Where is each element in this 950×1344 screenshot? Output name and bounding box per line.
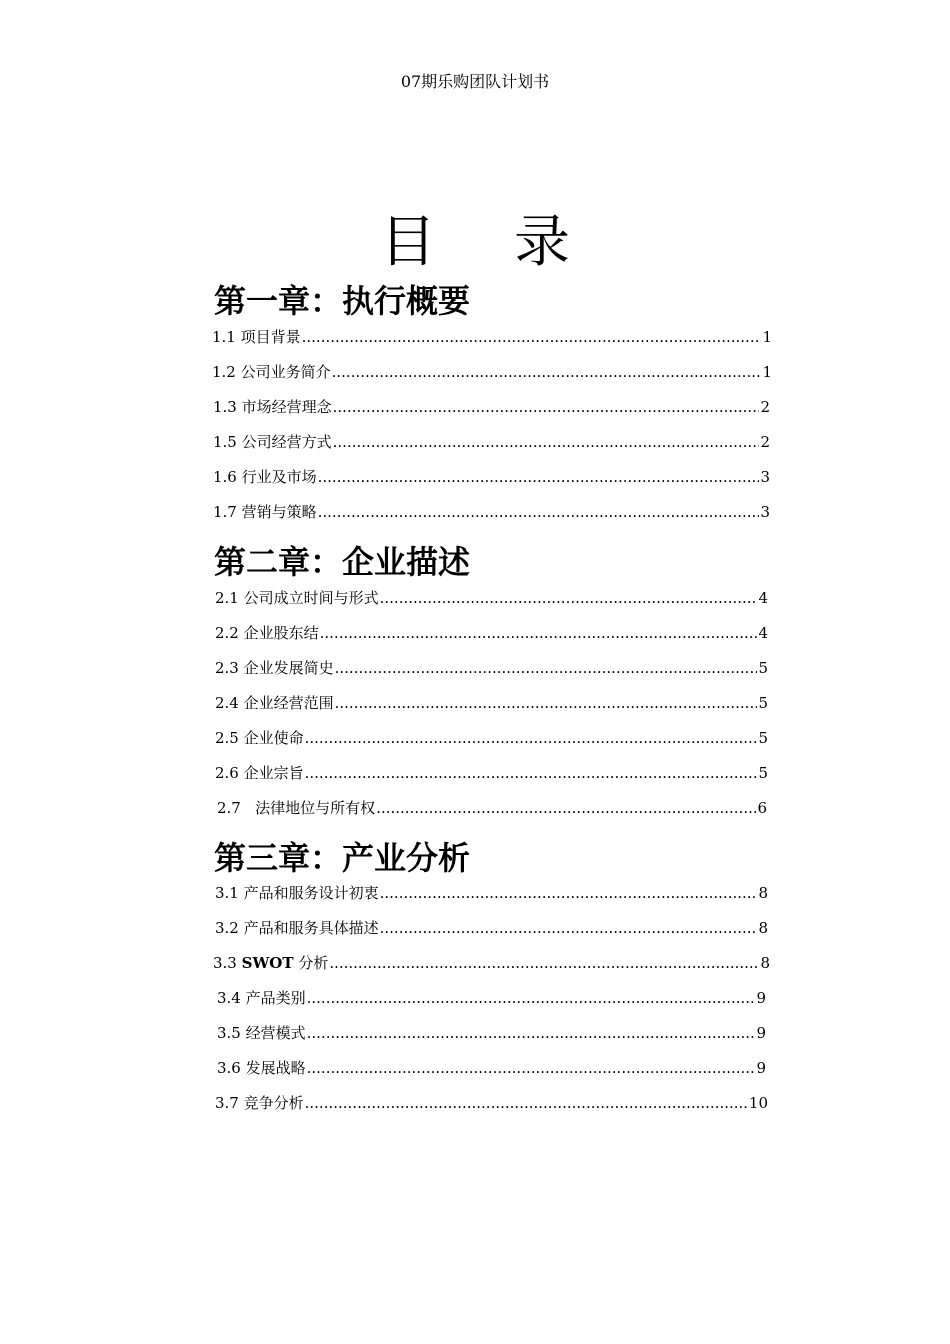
- toc-entry[interactable]: [213, 467, 770, 487]
- toc-entry-page: 5: [758, 659, 768, 677]
- toc-entry-page: 6: [757, 799, 767, 817]
- toc-entry-label: 3.1 产品和服务设计初衷: [215, 884, 379, 902]
- toc-entry[interactable]: [217, 1058, 766, 1078]
- dot-leader: [380, 918, 758, 938]
- toc-entry-label: 3.2 产品和服务具体描述: [215, 919, 379, 937]
- toc-entry-label: [213, 953, 328, 973]
- toc-entry[interactable]: [213, 953, 770, 973]
- toc-entry[interactable]: [217, 798, 767, 818]
- toc-entry-label: 1.3 市场经营理念: [213, 398, 332, 416]
- toc-entry[interactable]: [217, 1023, 766, 1043]
- toc-entry-label: 2.6 企业宗旨: [215, 764, 304, 782]
- dot-leader: [333, 432, 760, 452]
- toc-entry[interactable]: [217, 988, 766, 1008]
- toc-entry[interactable]: [215, 693, 768, 713]
- dot-leader: [335, 693, 758, 713]
- chapter-heading-3: 第三章：产业分析: [214, 839, 471, 877]
- toc-entry-label: 1.2 公司业务简介: [212, 363, 331, 381]
- toc-entry-page: 9: [756, 1059, 766, 1077]
- toc-entry[interactable]: [213, 397, 770, 417]
- dot-leader: [307, 988, 756, 1008]
- toc-entry-label: 2.5 企业使命: [215, 729, 304, 747]
- chapter-heading-1: 第一章：执行概要: [214, 282, 471, 320]
- toc-entry-label: 1.5 公司经营方式: [213, 433, 332, 451]
- dot-leader: [335, 658, 758, 678]
- toc-entry[interactable]: [215, 883, 768, 903]
- toc-entry-page: 2: [760, 433, 770, 451]
- toc-entry-label: 3.6 发展战略: [217, 1059, 306, 1077]
- document-header: 07期乐购团队计划书: [400, 72, 550, 91]
- dot-leader: [305, 763, 758, 783]
- toc-entry-page: 8: [758, 919, 768, 937]
- toc-entry-label: 1.7 营销与策略: [213, 503, 317, 521]
- toc-entry-label: 3.7 竞争分析: [215, 1094, 304, 1112]
- toc-entry-label: 3.5 经营模式: [217, 1024, 306, 1042]
- dot-leader: [320, 623, 758, 643]
- chapter-heading-2: 第二章：企业描述: [214, 543, 471, 581]
- dot-leader: [307, 1023, 756, 1043]
- toc-entry[interactable]: [212, 362, 772, 382]
- dot-leader: [376, 798, 756, 818]
- toc-entry-label-prefix: 3.3: [213, 954, 242, 972]
- toc-entry-page: 3: [760, 503, 770, 521]
- toc-entry-label-bold: SWOT: [241, 954, 294, 972]
- toc-entry-page: 9: [756, 989, 766, 1007]
- dot-leader: [333, 397, 760, 417]
- toc-entry[interactable]: [213, 432, 770, 452]
- toc-entry[interactable]: [215, 918, 768, 938]
- toc-entry-page: 5: [758, 694, 768, 712]
- toc-entry[interactable]: [215, 623, 768, 643]
- toc-entry[interactable]: [212, 327, 772, 347]
- toc-entry[interactable]: [215, 763, 768, 783]
- toc-entry-page: 1: [762, 328, 772, 346]
- toc-entry-label: 3.4 产品类别: [217, 989, 306, 1007]
- toc-entry-page: 5: [758, 764, 768, 782]
- toc-entry-page: 3: [760, 468, 770, 486]
- toc-entry-page: 5: [758, 729, 768, 747]
- toc-entry-page: 4: [758, 624, 768, 642]
- dot-leader: [305, 728, 758, 748]
- toc-entry-label: 1.1 项目背景: [212, 328, 301, 346]
- toc-entry-label: 1.6 行业及市场: [213, 468, 317, 486]
- toc-entry-label: 2.4 企业经营范围: [215, 694, 334, 712]
- dot-leader: [318, 467, 760, 487]
- toc-entry-page: 10: [748, 1094, 768, 1112]
- dot-leader: [318, 502, 760, 522]
- toc-entry-label: 2.7 法律地位与所有权: [217, 799, 376, 817]
- dot-leader: [329, 953, 759, 973]
- toc-title: 目录: [380, 210, 648, 275]
- toc-entry-label: 2.2 企业股东结: [215, 624, 319, 642]
- dot-leader: [332, 362, 762, 382]
- toc-entry-page: 8: [760, 954, 770, 972]
- toc-entry-page: 9: [756, 1024, 766, 1042]
- toc-entry-label: 2.3 企业发展简史: [215, 659, 334, 677]
- toc-entry[interactable]: [215, 1093, 768, 1113]
- toc-entry-label: 2.1 公司成立时间与形式: [215, 589, 379, 607]
- dot-leader: [305, 1093, 748, 1113]
- dot-leader: [380, 883, 758, 903]
- dot-leader: [307, 1058, 756, 1078]
- toc-entry-page: 4: [758, 589, 768, 607]
- dot-leader: [302, 327, 762, 347]
- dot-leader: [380, 588, 758, 608]
- toc-entry-page: 1: [762, 363, 772, 381]
- toc-entry[interactable]: [213, 502, 770, 522]
- toc-entry[interactable]: [215, 728, 768, 748]
- toc-entry[interactable]: [215, 588, 768, 608]
- toc-entry[interactable]: [215, 658, 768, 678]
- toc-entry-page: 8: [758, 884, 768, 902]
- toc-entry-label-suffix: 分析: [293, 954, 329, 972]
- toc-entry-page: 2: [760, 398, 770, 416]
